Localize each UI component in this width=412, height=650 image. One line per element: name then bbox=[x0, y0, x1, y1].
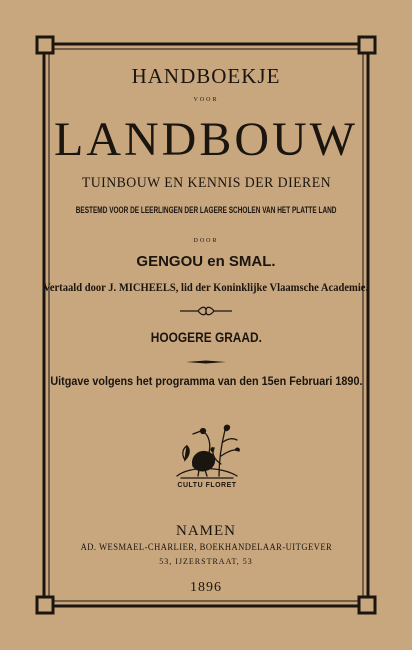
authors: GENGOU en SMAL. bbox=[136, 253, 276, 270]
intended-for: BESTEMD VOOR DE LEERLINGEN DER LAGERE SCHOLEN VAN HET PLATTE LAND bbox=[75, 205, 337, 215]
translator: Vertaald door J. MICHEELS, lid der Koninklijke Vlaamsche Academie. bbox=[43, 280, 369, 294]
address: 53, IJZERSTRAAT, 53 bbox=[159, 557, 253, 566]
publisher-emblem bbox=[171, 420, 243, 498]
city: NAMEN bbox=[176, 523, 236, 539]
ornamental-rule-1 bbox=[0, 306, 412, 316]
door-word: DOOR bbox=[193, 238, 219, 244]
edition-note: Uitgave volgens het programma van den 15en Februari 1890. bbox=[49, 374, 363, 388]
grade: HOOGERE GRAAD. bbox=[150, 329, 262, 345]
subtitle: TUINBOUW EN KENNIS DER DIEREN bbox=[81, 175, 331, 191]
year: 1896 bbox=[190, 580, 222, 595]
emblem-motto: CULTU FLORET bbox=[177, 482, 237, 489]
voor-word: VOOR bbox=[193, 97, 219, 103]
title-top: HANDBOEKJE bbox=[131, 64, 281, 88]
ornamental-rule-2 bbox=[0, 357, 412, 367]
publisher: AD. WESMAEL-CHARLIER, BOEKHANDELAAR-UITGEVER bbox=[80, 542, 332, 552]
main-title: LANDBOUW bbox=[54, 113, 358, 166]
